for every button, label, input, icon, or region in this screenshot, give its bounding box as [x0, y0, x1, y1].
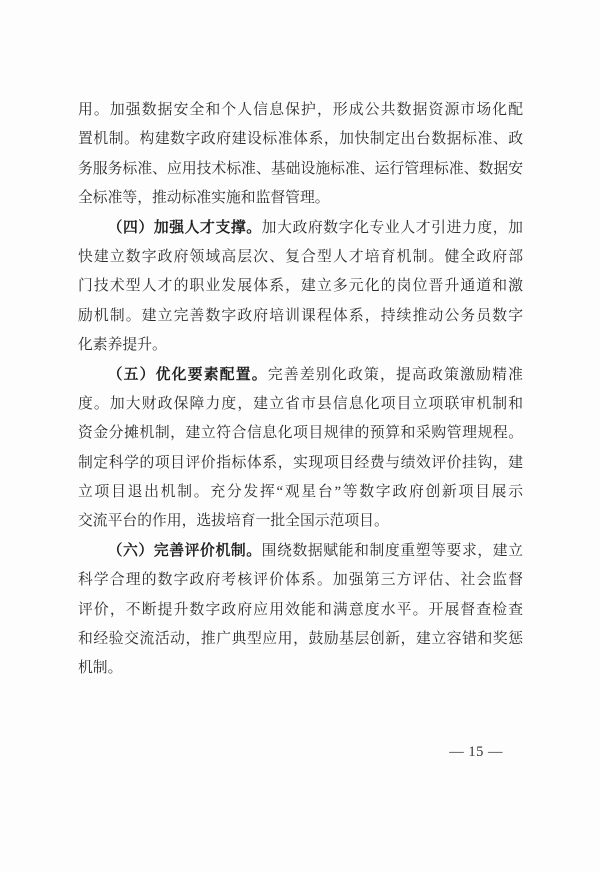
text-line: （五）优化要素配置。完善差别化政策，提高政策激励精准 [107, 366, 523, 383]
paragraph [78, 214, 523, 361]
page-number: — 15 — [449, 744, 503, 760]
text-line: 务服务标准、应用技术标准、基础设施标准、运行管理标准、数据安 [78, 160, 523, 177]
text-line: 置机制。构建数字政府建设标准体系，加快制定出台数据标准、政 [78, 131, 523, 148]
text-line: 科学合理的数字政府考核评价体系。加强第三方评估、社会监督 [78, 572, 523, 589]
text-line: 评价，不断提升数字政府应用效能和满意度水平。开展督查检查 [78, 601, 523, 618]
text-line: 制定科学的项目评价指标体系，实现项目经费与绩效评价挂钩，建 [78, 454, 523, 471]
paragraph [78, 96, 523, 214]
text-line: 交流平台的作用，选拔培育一批全国示范项目。 [78, 513, 389, 530]
text-line: 励机制。建立完善数字政府培训课程体系，持续推动公务员数字 [78, 307, 523, 324]
paragraph [78, 361, 523, 537]
text-line: 资金分摊机制，建立符合信息化项目规律的预算和采购管理规程。 [78, 425, 523, 442]
text-line: （四）加强人才支撑。加大政府数字化专业人才引进力度，加 [107, 219, 523, 236]
text-line: （六）完善评价机制。围绕数据赋能和制度重塑等要求，建立 [107, 542, 523, 559]
paragraph-heading: （六）完善评价机制。 [107, 542, 262, 559]
paragraph-heading: （四）加强人才支撑。 [107, 219, 262, 236]
paragraph [78, 537, 523, 684]
text-line: 门技术型人才的职业发展体系，建立多元化的岗位晋升通道和激 [78, 278, 523, 295]
paragraph-heading: （五）优化要素配置。 [107, 366, 268, 383]
text-line: 用。加强数据安全和个人信息保护，形成公共数据资源市场化配 [78, 102, 523, 118]
text-line: 度。加大财政保障力度，建立省市县信息化项目立项联审机制和 [78, 395, 523, 412]
text-line: 和经验交流活动，推广典型应用，鼓励基层创新，建立容错和奖惩 [78, 631, 523, 648]
text-line: 化素养提升。 [78, 337, 167, 354]
text-line: 机制。 [78, 660, 123, 677]
text-line: 立项目退出机制。充分发挥“观星台”等数字政府创新项目展示 [78, 484, 523, 501]
text-line: 快建立数字政府领域高层次、复合型人才培育机制。健全政府部 [78, 248, 523, 265]
text-line: 全标准等，推动标准实施和监督管理。 [78, 190, 330, 207]
document-body [78, 96, 523, 684]
